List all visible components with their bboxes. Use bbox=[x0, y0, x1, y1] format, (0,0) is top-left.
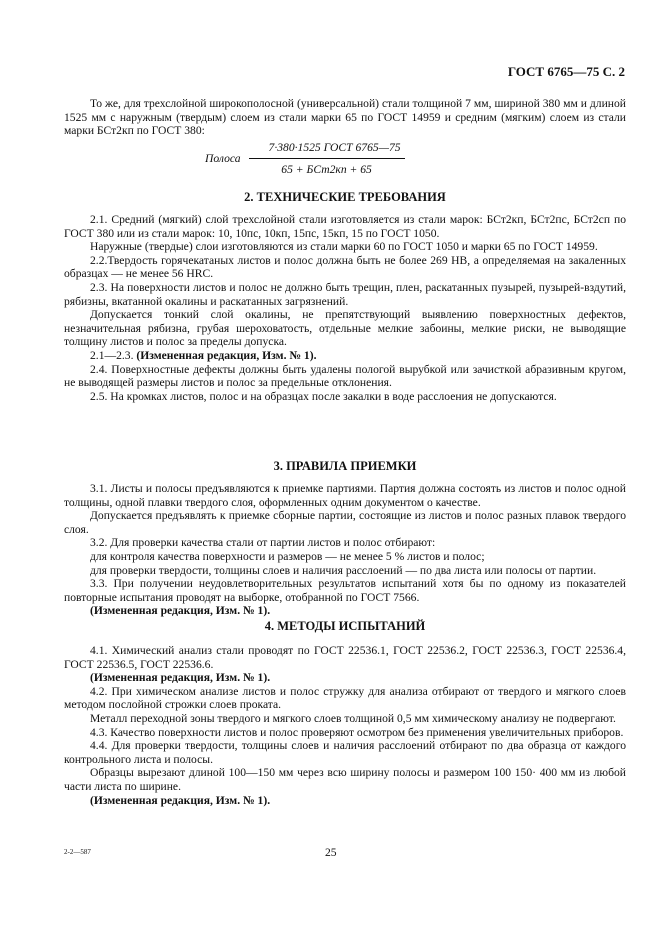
formula-label: Полоса bbox=[205, 152, 241, 165]
paragraph bbox=[64, 604, 626, 618]
paragraph-text: для проверки твердости, толщины слоев и наличия расслоений — по два листа или полосы от партии. bbox=[90, 563, 597, 577]
formula-numerator: 7·380·1525 ГОСТ 6765—75 bbox=[249, 141, 405, 159]
paragraph bbox=[64, 766, 626, 793]
paragraph bbox=[64, 390, 626, 404]
paragraph-text: 2.4. Поверхностные дефекты должны быть удалены пологой вырубкой или зачисткой абразивным кругом, не выводящей размеры листов и полос за предельные отклонения. bbox=[64, 362, 626, 390]
paragraph-text: Наружные (твердые) слои изготовляются из стали марки 60 по ГОСТ 1050 и марки 65 по ГОСТ 14959. bbox=[90, 240, 598, 254]
section-4-body bbox=[64, 644, 626, 807]
paragraph bbox=[64, 240, 626, 254]
paragraph bbox=[64, 794, 626, 808]
amendment-note: (Измененная редакция, Изм. № 1). bbox=[90, 604, 271, 618]
section-heading-3 bbox=[64, 459, 626, 474]
paragraph-text: для контроля качества поверхности и размеров — не менее 5 % листов и полос; bbox=[90, 549, 485, 563]
designation-formula bbox=[205, 141, 405, 176]
paragraph-text: Металл переходной зоны твердого и мягкого слоев толщиной 0,5 мм химическому анализу не подвергают. bbox=[90, 711, 616, 725]
paragraph bbox=[64, 213, 626, 240]
section-heading-4 bbox=[64, 619, 626, 634]
paragraph bbox=[64, 644, 626, 671]
paragraph-text: 4.3. Качество поверхности листов и полос проверяют осмотром без применения увеличительных приборов. bbox=[90, 725, 624, 739]
paragraph bbox=[64, 712, 626, 726]
paragraph-text: 2.5. На кромках листов, полос и на образцах после закалки в воде расслоения не допускаются. bbox=[90, 389, 557, 403]
section-2-body bbox=[64, 213, 626, 403]
paragraph-text: 2.2.Твердость горячекатаных листов и полос должна быть не более 269 НВ, а определяемая на закаленных образцах — не менее 56 HRC. bbox=[64, 253, 626, 281]
paragraph bbox=[64, 482, 626, 509]
paragraph-text: 2.3. На поверхности листов и полос не должно быть трещин, плен, раскатанных пузырей, пузырей-вздутий, рябизны, вкатанной окалины и раскатанных загрязнений. bbox=[64, 280, 626, 308]
paragraph bbox=[64, 349, 626, 363]
paragraph-text: 2.1—2.3. bbox=[90, 348, 137, 362]
paragraph-text: 3.3. При получении неудовлетворительных результатов испытаний хотя бы по одному из показателей повторные испытания проводят на выборке, отобранной по ГОСТ 7566. bbox=[64, 577, 626, 604]
paragraph bbox=[64, 308, 626, 349]
paragraph bbox=[64, 536, 626, 550]
paragraph bbox=[64, 685, 626, 712]
paragraph-text: 4.4. Для проверки твердости, толщины слоев и наличия расслоений отбирают по два образца от каждого контрольного листа и полосы. bbox=[64, 739, 626, 766]
paragraph bbox=[64, 363, 626, 390]
paragraph-text: 2.1. Средний (мягкий) слой трехслойной стали изготовляется из стали марок: БСт2кп, БСт2пс, БСт2сп по ГОСТ 380 или из стали марок: 10, 10пс, 10кп, 15пс, 15кп, 15 по ГОСТ 1050. bbox=[64, 213, 626, 240]
paragraph-text: 4.2. При химическом анализе листов и полос стружку для анализа отбирают от твердого и мягкого слоев методом послойной строжки слоев проката. bbox=[64, 684, 626, 712]
paragraph bbox=[64, 739, 626, 766]
paragraph-text: Допускается тонкий слой окалины, не препятствующий выявлению поверхностных дефектов, незначительная рябизна, грубая шероховатость, отдельные мелкие забоины, мелкие риски, не выводящие толщину листов и полос за пределы допуска. bbox=[64, 308, 626, 349]
amendment-note: (Измененная редакция, Изм. № 1). bbox=[136, 348, 317, 362]
page-number: 25 bbox=[325, 846, 337, 859]
paragraph bbox=[64, 564, 626, 578]
paragraph bbox=[64, 726, 626, 740]
formula-denominator: 65 + БСт2кп + 65 bbox=[281, 163, 372, 176]
paragraph bbox=[64, 281, 626, 308]
paragraph bbox=[64, 577, 626, 604]
section-title: 3. ПРАВИЛА ПРИЕМКИ bbox=[273, 459, 417, 473]
intro-paragraph bbox=[64, 97, 626, 138]
paragraph bbox=[64, 671, 626, 685]
paragraph-text: Допускается предъявлять к приемке сборные партии, состоящие из листов и полос разных плавок твердого слоя. bbox=[64, 509, 626, 536]
section-title: 2. ТЕХНИЧЕСКИЕ ТРЕБОВАНИЯ bbox=[244, 190, 446, 204]
formula-fraction bbox=[249, 141, 405, 176]
paragraph bbox=[64, 254, 626, 281]
amendment-note: (Измененная редакция, Изм. № 1). bbox=[90, 671, 271, 685]
section-3-body bbox=[64, 482, 626, 618]
paragraph-text: 4.1. Химический анализ стали проводят по ГОСТ 22536.1, ГОСТ 22536.2, ГОСТ 22536.3, ГОСТ 22536.4, ГОСТ 22536.5, ГОСТ 22536.6. bbox=[64, 644, 626, 671]
paragraph-text: 3.1. Листы и полосы предъявляются к приемке партиями. Партия должна состоять из листов и полос одной толщины, одной плавки твердого слоя, оформленных одним документом о качестве. bbox=[64, 482, 626, 509]
intro-text: То же, для трехслойной широкополосной (универсальной) стали толщиной 7 мм, шириной 380 мм и длиной 1525 мм с наружным (твердым) слоем из стали марки 65 по ГОСТ 14959 и средним (мягким) слоем из стали марки БСт2кп по ГОСТ 380: bbox=[64, 97, 626, 138]
section-title: 4. МЕТОДЫ ИСПЫТАНИЙ bbox=[264, 619, 426, 633]
paragraph bbox=[64, 509, 626, 536]
paragraph bbox=[64, 550, 626, 564]
footer-code: 2-2—587 bbox=[64, 848, 91, 856]
paragraph-text: 3.2. Для проверки качества стали от партии листов и полос отбирают: bbox=[90, 536, 436, 550]
page-header: ГОСТ 6765—75 С. 2 bbox=[507, 64, 625, 79]
paragraph-text: Образцы вырезают длиной 100—150 мм через всю ширину полосы и размером 100 150· 400 мм из любой части листа по ширине. bbox=[64, 766, 626, 793]
amendment-note: (Измененная редакция, Изм. № 1). bbox=[90, 793, 271, 807]
section-heading-2 bbox=[64, 190, 626, 205]
